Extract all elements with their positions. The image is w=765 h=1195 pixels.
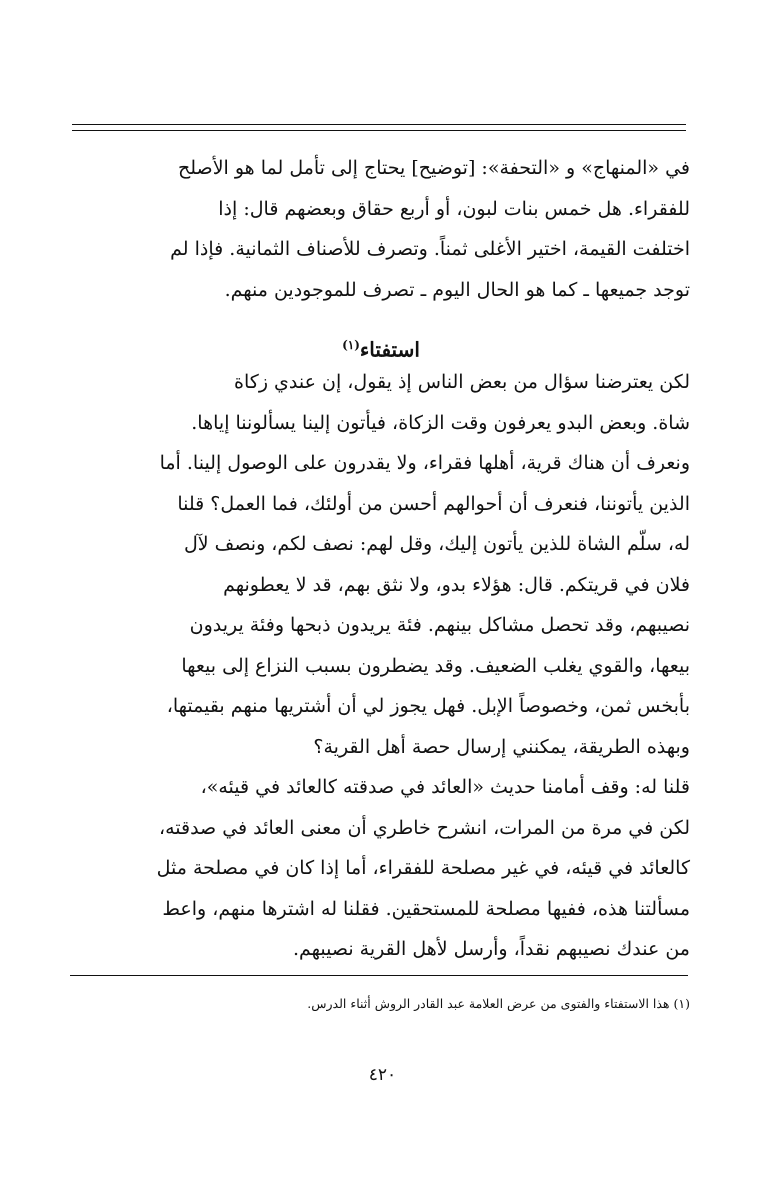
paragraph-line: اختلفت القيمة، اختير الأغلى ثمناً. وتصرف للأصناف الثمانية. فإذا لم bbox=[170, 238, 690, 260]
footnote: (١) هذا الاستفتاء والفتوى من عرض العلامة عبد القادر الروش أثناء الدرس. bbox=[307, 996, 690, 1011]
header-rule-bottom bbox=[72, 130, 686, 131]
paragraph-line: ونعرف أن هناك قرية، أهلها فقراء، ولا يقدرون على الوصول إلينا. أما bbox=[159, 452, 690, 474]
paragraph-line: لكن في مرة من المرات، انشرح خاطري أن معنى العائد في صدقته، bbox=[158, 816, 690, 839]
paragraph-line: توجد جميعها ـ كما هو الحال اليوم ـ تصرف للموجودين منهم. bbox=[224, 278, 690, 301]
footnote-reference: (١) bbox=[342, 338, 360, 352]
paragraph-line: نصيبهم، وقد تحصل مشاكل بينهم. فئة يريدون ذبحها وفئة يريدون bbox=[189, 614, 690, 636]
paragraph-line: الذين يأتوننا، فنعرف أن أحوالهم أحسن من أولئك، فما العمل؟ قلنا bbox=[177, 492, 690, 515]
paragraph-line: للفقراء. هل خمس بنات لبون، أو أربع حقاق وبعضهم قال: إذا bbox=[218, 197, 690, 220]
paragraph-line: شاة. وبعض البدو يعرفون وقت الزكاة، فيأتون إلينا يسألوننا إياها. bbox=[191, 411, 690, 434]
paragraph-line: كالعائد في قيئه، في غير مصلحة للفقراء، أما إذا كان في مصلحة مثل bbox=[156, 857, 690, 879]
paragraph-line: في «المنهاج» و «التحفة»: [توضيح] يحتاج إلى تأمل لما هو الأصلح bbox=[178, 157, 690, 179]
paragraph-line: لكن يعترضنا سؤال من بعض الناس إذ يقول، إن عندي زكاة bbox=[234, 371, 690, 393]
paragraph-line: وبهذه الطريقة، يمكنني إرسال حصة أهل القرية؟ bbox=[313, 735, 690, 758]
section-heading-title: استفتاء bbox=[359, 337, 420, 362]
footnote-rule bbox=[70, 975, 688, 976]
paragraph-line: قلنا له: وقف أمامنا حديث «العائد في صدقته كالعائد في قيئه»، bbox=[200, 776, 690, 798]
page-number: ٤٢٠ bbox=[368, 1065, 397, 1085]
paragraph-line: من عندك نصيبهم نقداً، وأرسل لأهل القرية نصيبهم. bbox=[292, 938, 690, 960]
section-heading bbox=[68, 330, 690, 365]
paragraph-2 bbox=[68, 362, 690, 970]
paragraph-1 bbox=[68, 148, 690, 310]
paragraph-line: مسألتنا هذه، ففيها مصلحة للمستحقين. فقلنا له اشترها منهم، واعط bbox=[162, 897, 690, 920]
header-rule-top bbox=[72, 124, 686, 125]
paragraph-line: بأبخس ثمن، وخصوصاً الإبل. فهل يجوز لي أن أشتريها منهم بقيمتها، bbox=[166, 695, 690, 717]
paragraph-line: فلان في قريتكم. قال: هؤلاء بدو، ولا نثق بهم، قد لا يعطونهم bbox=[223, 573, 690, 596]
paragraph-line: بيعها، والقوي يغلب الضعيف. وقد يضطرون بسبب النزاع إلى بيعها bbox=[181, 654, 690, 677]
paragraph-line: له، سلّم الشاة للذين يأتون إليك، وقل لهم: نصف لكم، ونصف لآل bbox=[183, 533, 690, 555]
